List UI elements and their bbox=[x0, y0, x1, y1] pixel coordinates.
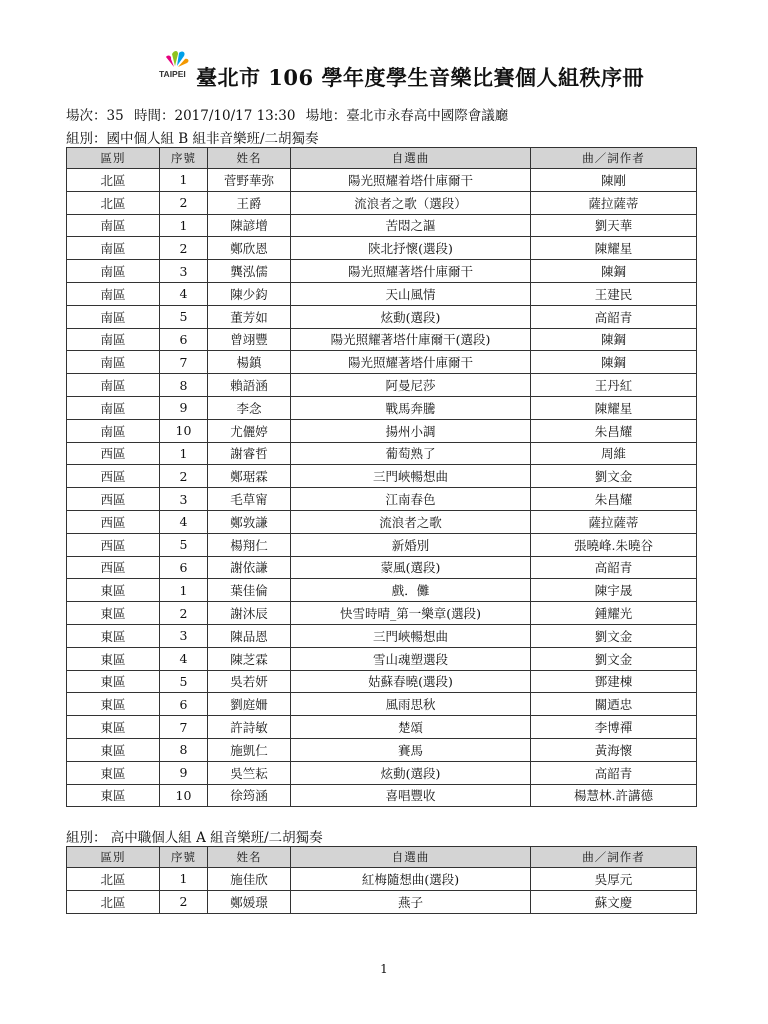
cell-piece: 江南春色 bbox=[291, 488, 531, 511]
cell-district: 東區 bbox=[67, 716, 160, 739]
cell-order: 3 bbox=[160, 624, 208, 647]
cell-piece: 揚州小調 bbox=[291, 419, 531, 442]
table-row bbox=[67, 761, 697, 784]
cell-composer: 關迺忠 bbox=[531, 693, 697, 716]
col-header-composer: 曲／詞作者 bbox=[531, 148, 697, 169]
cell-name: 毛草甯 bbox=[208, 488, 291, 511]
cell-name: 吳竺耘 bbox=[208, 761, 291, 784]
cell-order: 9 bbox=[160, 761, 208, 784]
table-header-row bbox=[67, 148, 697, 169]
cell-name: 曾翊豐 bbox=[208, 328, 291, 351]
table-row bbox=[67, 510, 697, 533]
cell-order: 6 bbox=[160, 328, 208, 351]
cell-name: 陳品恩 bbox=[208, 624, 291, 647]
table-row bbox=[67, 533, 697, 556]
page-number: 1 bbox=[380, 962, 388, 976]
cell-piece: 炫動(選段) bbox=[291, 761, 531, 784]
cell-piece: 流浪者之歌 bbox=[291, 510, 531, 533]
cell-name: 謝依謙 bbox=[208, 556, 291, 579]
cell-piece: 蒙風(選段) bbox=[291, 556, 531, 579]
cell-piece: 喜唱豐收 bbox=[291, 784, 531, 807]
table-row bbox=[67, 670, 697, 693]
logo-text: TAIPEI bbox=[159, 69, 186, 79]
cell-district: 南區 bbox=[67, 282, 160, 305]
cell-composer: 劉文金 bbox=[531, 647, 697, 670]
cell-order: 5 bbox=[160, 305, 208, 328]
cell-order: 10 bbox=[160, 419, 208, 442]
cell-piece: 天山風情 bbox=[291, 282, 531, 305]
cell-order: 8 bbox=[160, 374, 208, 397]
cell-district: 南區 bbox=[67, 237, 160, 260]
table-row bbox=[67, 260, 697, 283]
col-header-composer: 曲／詞作者 bbox=[531, 847, 697, 868]
col-header-piece: 自選曲 bbox=[291, 148, 531, 169]
cell-name: 楊翔仁 bbox=[208, 533, 291, 556]
cell-order: 1 bbox=[160, 214, 208, 237]
cell-composer: 吳厚元 bbox=[531, 868, 697, 891]
cell-order: 5 bbox=[160, 670, 208, 693]
cell-composer: 陳宇晟 bbox=[531, 579, 697, 602]
cell-composer: 陳剛 bbox=[531, 169, 697, 192]
cell-composer: 劉天華 bbox=[531, 214, 697, 237]
cell-name: 尤儷婷 bbox=[208, 419, 291, 442]
cell-name: 龔泓儒 bbox=[208, 260, 291, 283]
table-row bbox=[67, 442, 697, 465]
cell-district: 南區 bbox=[67, 214, 160, 237]
cell-piece: 新婚別 bbox=[291, 533, 531, 556]
cell-composer: 高韶青 bbox=[531, 556, 697, 579]
cell-composer: 周維 bbox=[531, 442, 697, 465]
table-row bbox=[67, 647, 697, 670]
cell-order: 4 bbox=[160, 510, 208, 533]
cell-composer: 陳鋼 bbox=[531, 328, 697, 351]
group2-table bbox=[66, 846, 697, 914]
cell-order: 6 bbox=[160, 556, 208, 579]
table-row bbox=[67, 465, 697, 488]
cell-composer: 王建民 bbox=[531, 282, 697, 305]
cell-district: 南區 bbox=[67, 305, 160, 328]
table-row bbox=[67, 488, 697, 511]
cell-piece: 陽光照耀著塔什庫爾干 bbox=[291, 351, 531, 374]
cell-order: 7 bbox=[160, 716, 208, 739]
cell-district: 東區 bbox=[67, 624, 160, 647]
cell-piece: 紅梅隨想曲(選段) bbox=[291, 868, 531, 891]
cell-district: 西區 bbox=[67, 465, 160, 488]
cell-name: 賴語涵 bbox=[208, 374, 291, 397]
cell-composer: 李博禪 bbox=[531, 716, 697, 739]
cell-piece: 陝北抒懷(選段) bbox=[291, 237, 531, 260]
cell-composer: 陳耀星 bbox=[531, 237, 697, 260]
cell-piece: 戲．儺 bbox=[291, 579, 531, 602]
cell-name: 菅野華弥 bbox=[208, 169, 291, 192]
cell-piece: 陽光照耀著塔什庫爾干 bbox=[291, 260, 531, 283]
cell-name: 徐筠涵 bbox=[208, 784, 291, 807]
table-row bbox=[67, 237, 697, 260]
cell-district: 南區 bbox=[67, 351, 160, 374]
cell-piece: 風雨思秋 bbox=[291, 693, 531, 716]
cell-piece: 苦悶之謳 bbox=[291, 214, 531, 237]
cell-name: 謝沐辰 bbox=[208, 602, 291, 625]
cell-composer: 黃海懷 bbox=[531, 738, 697, 761]
cell-piece: 三門峽暢想曲 bbox=[291, 465, 531, 488]
cell-name: 楊鎮 bbox=[208, 351, 291, 374]
cell-piece: 炫動(選段) bbox=[291, 305, 531, 328]
table-row bbox=[67, 624, 697, 647]
table-row bbox=[67, 579, 697, 602]
cell-piece: 戰馬奔騰 bbox=[291, 396, 531, 419]
cell-district: 東區 bbox=[67, 602, 160, 625]
cell-name: 陳諺增 bbox=[208, 214, 291, 237]
table-row bbox=[67, 191, 697, 214]
cell-district: 西區 bbox=[67, 533, 160, 556]
cell-name: 施佳欣 bbox=[208, 868, 291, 891]
cell-name: 謝睿哲 bbox=[208, 442, 291, 465]
col-header-order: 序號 bbox=[160, 847, 208, 868]
cell-composer: 朱昌耀 bbox=[531, 488, 697, 511]
cell-order: 2 bbox=[160, 890, 208, 913]
table-row bbox=[67, 868, 697, 891]
cell-district: 西區 bbox=[67, 556, 160, 579]
cell-piece: 流浪者之歌（選段） bbox=[291, 191, 531, 214]
cell-name: 鄭敦謙 bbox=[208, 510, 291, 533]
session-number: 場次：35 bbox=[66, 108, 124, 124]
session-info bbox=[66, 104, 514, 124]
cell-order: 6 bbox=[160, 693, 208, 716]
cell-district: 南區 bbox=[67, 260, 160, 283]
cell-composer: 楊慧林.許講德 bbox=[531, 784, 697, 807]
table-row bbox=[67, 419, 697, 442]
cell-composer: 劉文金 bbox=[531, 624, 697, 647]
cell-order: 1 bbox=[160, 169, 208, 192]
col-header-name: 姓名 bbox=[208, 847, 291, 868]
cell-district: 東區 bbox=[67, 784, 160, 807]
cell-name: 李念 bbox=[208, 396, 291, 419]
col-header-piece: 自選曲 bbox=[291, 847, 531, 868]
session-place: 場地：臺北市永春高中國際會議廳 bbox=[305, 108, 509, 124]
cell-district: 北區 bbox=[67, 169, 160, 192]
cell-piece: 燕子 bbox=[291, 890, 531, 913]
cell-district: 西區 bbox=[67, 510, 160, 533]
cell-composer: 王丹紅 bbox=[531, 374, 697, 397]
cell-order: 8 bbox=[160, 738, 208, 761]
col-header-name: 姓名 bbox=[208, 148, 291, 169]
cell-district: 東區 bbox=[67, 670, 160, 693]
page-title: 臺北市 106 學年度學生音樂比賽個人組秩序冊 bbox=[196, 65, 644, 90]
cell-composer: 陳鋼 bbox=[531, 260, 697, 283]
cell-composer: 劉文金 bbox=[531, 465, 697, 488]
table-header-row bbox=[67, 847, 697, 868]
cell-name: 陳少鈞 bbox=[208, 282, 291, 305]
cell-order: 10 bbox=[160, 784, 208, 807]
cell-name: 施凱仁 bbox=[208, 738, 291, 761]
cell-composer: 高韶青 bbox=[531, 761, 697, 784]
cell-name: 鄭欣恩 bbox=[208, 237, 291, 260]
cell-district: 東區 bbox=[67, 761, 160, 784]
table-row bbox=[67, 738, 697, 761]
cell-order: 9 bbox=[160, 396, 208, 419]
table-row bbox=[67, 305, 697, 328]
cell-order: 3 bbox=[160, 488, 208, 511]
cell-composer: 張曉峰.朱曉谷 bbox=[531, 533, 697, 556]
cell-piece: 陽光照耀着塔什庫爾干 bbox=[291, 169, 531, 192]
cell-piece: 雪山魂塑選段 bbox=[291, 647, 531, 670]
cell-name: 董芳如 bbox=[208, 305, 291, 328]
cell-district: 西區 bbox=[67, 442, 160, 465]
cell-district: 東區 bbox=[67, 647, 160, 670]
col-header-district: 區別 bbox=[67, 148, 160, 169]
cell-name: 許詩敏 bbox=[208, 716, 291, 739]
cell-order: 4 bbox=[160, 647, 208, 670]
cell-name: 葉佳倫 bbox=[208, 579, 291, 602]
table-row bbox=[67, 396, 697, 419]
cell-district: 南區 bbox=[67, 396, 160, 419]
cell-order: 4 bbox=[160, 282, 208, 305]
cell-district: 北區 bbox=[67, 191, 160, 214]
cell-order: 1 bbox=[160, 579, 208, 602]
cell-name: 劉庭姍 bbox=[208, 693, 291, 716]
cell-order: 2 bbox=[160, 465, 208, 488]
cell-order: 2 bbox=[160, 237, 208, 260]
table-row bbox=[67, 693, 697, 716]
cell-piece: 快雪時晴_第一樂章(選段) bbox=[291, 602, 531, 625]
cell-composer: 陳耀星 bbox=[531, 396, 697, 419]
table-row bbox=[67, 890, 697, 913]
cell-name: 王爵 bbox=[208, 191, 291, 214]
cell-piece: 葡萄熟了 bbox=[291, 442, 531, 465]
cell-piece: 姑蘇春曉(選段) bbox=[291, 670, 531, 693]
cell-order: 2 bbox=[160, 191, 208, 214]
cell-piece: 阿曼尼莎 bbox=[291, 374, 531, 397]
table-row bbox=[67, 169, 697, 192]
cell-order: 3 bbox=[160, 260, 208, 283]
cell-piece: 三門峽暢想曲 bbox=[291, 624, 531, 647]
col-header-district: 區別 bbox=[67, 847, 160, 868]
cell-order: 1 bbox=[160, 868, 208, 891]
cell-name: 吳若妍 bbox=[208, 670, 291, 693]
cell-name: 鄭媛璟 bbox=[208, 890, 291, 913]
cell-composer: 高韶青 bbox=[531, 305, 697, 328]
table-row bbox=[67, 351, 697, 374]
taipei-logo bbox=[158, 50, 198, 84]
cell-composer: 朱昌耀 bbox=[531, 419, 697, 442]
table-row bbox=[67, 374, 697, 397]
table-row bbox=[67, 556, 697, 579]
cell-district: 北區 bbox=[67, 868, 160, 891]
cell-composer: 陳鋼 bbox=[531, 351, 697, 374]
cell-name: 鄭琚霖 bbox=[208, 465, 291, 488]
col-header-order: 序號 bbox=[160, 148, 208, 169]
cell-district: 東區 bbox=[67, 738, 160, 761]
cell-district: 南區 bbox=[67, 328, 160, 351]
cell-composer: 蘇文慶 bbox=[531, 890, 697, 913]
table-row bbox=[67, 716, 697, 739]
cell-piece: 楚頌 bbox=[291, 716, 531, 739]
cell-district: 南區 bbox=[67, 419, 160, 442]
cell-composer: 鍾耀光 bbox=[531, 602, 697, 625]
cell-district: 東區 bbox=[67, 693, 160, 716]
cell-district: 東區 bbox=[67, 579, 160, 602]
cell-composer: 鄧建棟 bbox=[531, 670, 697, 693]
cell-district: 北區 bbox=[67, 890, 160, 913]
cell-composer: 薩拉薩蒂 bbox=[531, 191, 697, 214]
cell-piece: 陽光照耀著塔什庫爾干(選段) bbox=[291, 328, 531, 351]
cell-order: 5 bbox=[160, 533, 208, 556]
table-row bbox=[67, 282, 697, 305]
session-time: 時間：2017/10/17 13:30 bbox=[133, 108, 296, 124]
table-row bbox=[67, 214, 697, 237]
cell-district: 西區 bbox=[67, 488, 160, 511]
table-row bbox=[67, 602, 697, 625]
cell-order: 1 bbox=[160, 442, 208, 465]
cell-name: 陳芝霖 bbox=[208, 647, 291, 670]
group1-label: 組別：國中個人組 B 組非音樂班/二胡獨奏 bbox=[66, 131, 319, 147]
cell-order: 7 bbox=[160, 351, 208, 374]
cell-order: 2 bbox=[160, 602, 208, 625]
table-row bbox=[67, 328, 697, 351]
cell-piece: 賽馬 bbox=[291, 738, 531, 761]
table-row bbox=[67, 784, 697, 807]
cell-district: 南區 bbox=[67, 374, 160, 397]
group2-label: 組別： 高中職個人組 A 組音樂班/二胡獨奏 bbox=[66, 830, 323, 846]
cell-composer: 薩拉薩蒂 bbox=[531, 510, 697, 533]
group1-table bbox=[66, 147, 697, 807]
